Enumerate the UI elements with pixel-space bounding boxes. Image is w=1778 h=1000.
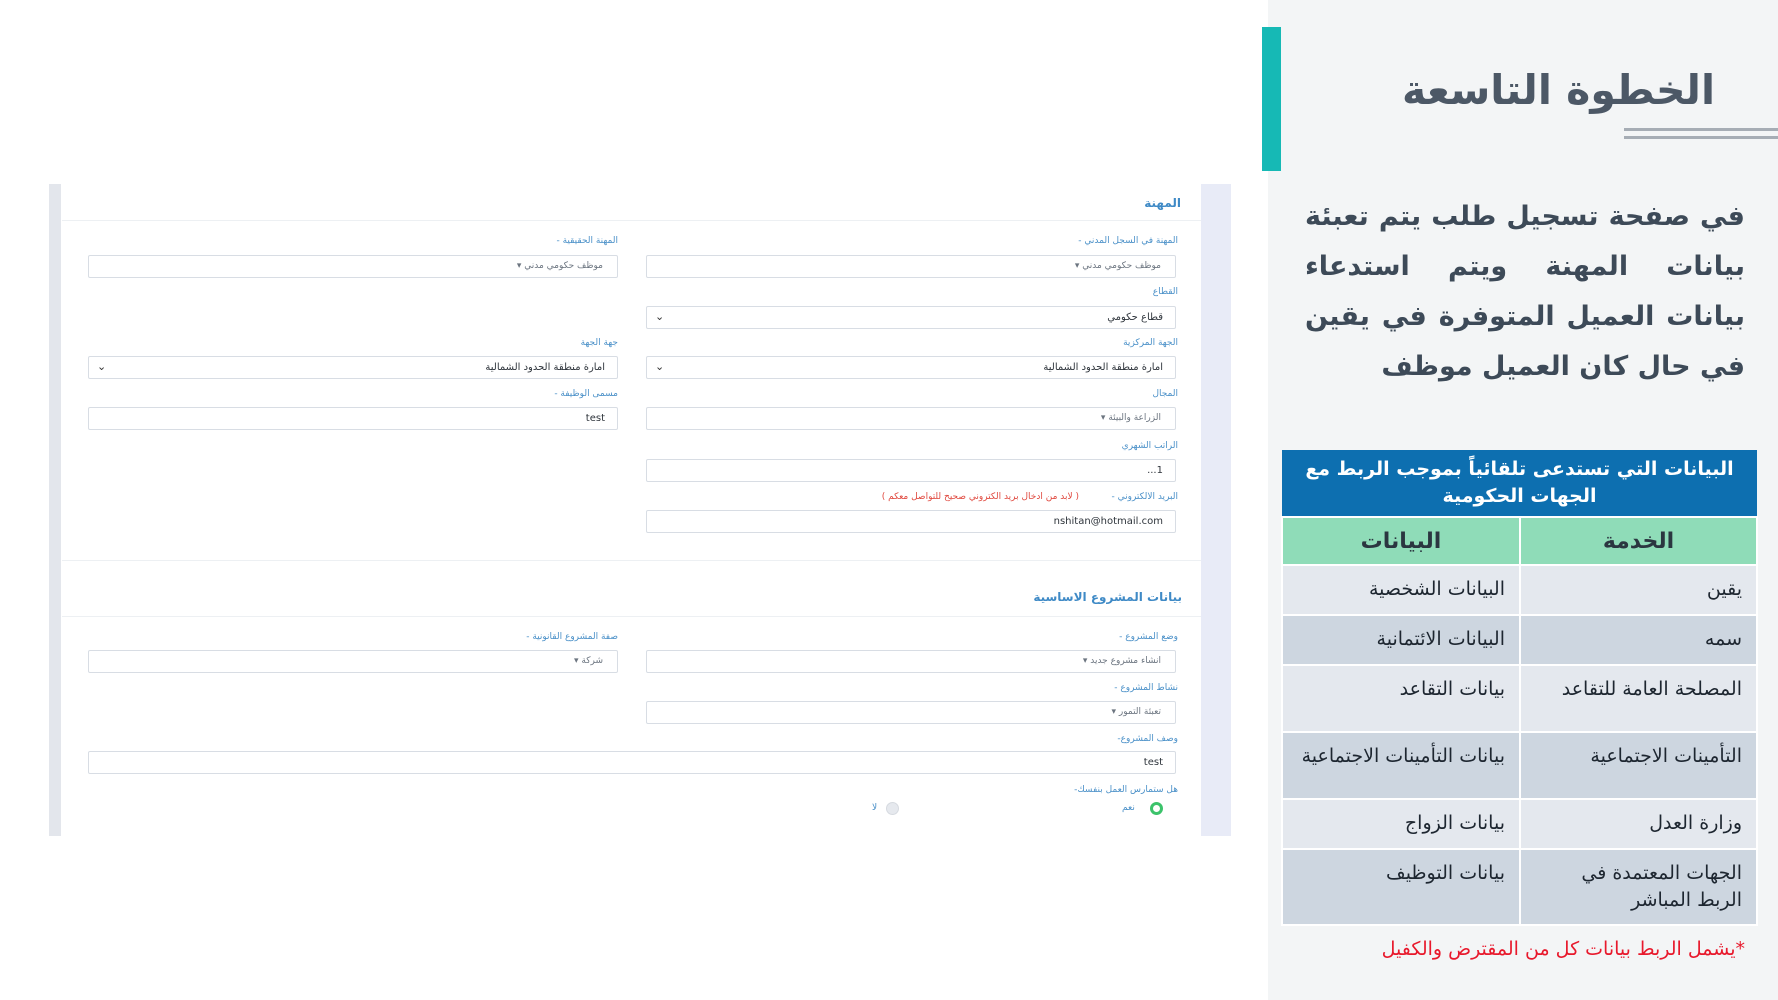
chevron-down-icon: ⌄ [655,310,665,323]
project-status-value: انشاء مشروع جديد ▾ [1082,656,1161,666]
email-value: nshitan@hotmail.com [1053,516,1163,527]
table-row [1282,615,1757,665]
description-input[interactable] [88,751,1176,774]
actual-profession-select[interactable] [88,255,618,278]
entity-select[interactable] [88,356,618,379]
profession-section-title: المهنة [1144,196,1181,210]
data-cell: بيانات الزواج [1282,799,1520,849]
service-cell: الجهات المعتمدة في الربط المباشر [1520,849,1757,925]
activity-value: تعبئة التمور ▾ [1111,707,1161,717]
sector-select[interactable] [646,306,1176,329]
step-description: في صفحة تسجيل طلب يتم تعبئة بيانات المهنة ويتم استدعاء بيانات العميل المتوفرة في يقين في حال كان العميل موظف [1305,201,1745,382]
table-row [1282,799,1757,849]
data-cell: البيانات الائتمانية [1282,615,1520,665]
field-value: الزراعة والبيئة ▾ [1100,413,1161,423]
table-title: البيانات التي تستدعى تلقائياً بموجب الربط مع الجهات الحكومية [1282,450,1757,517]
yes-label: نعم [1122,803,1135,813]
divider [62,616,1201,617]
step-title: الخطوة التاسعة [1401,66,1715,114]
project-section-title: بيانات المشروع الاساسية [1033,590,1182,604]
screenshot-right-scrollbar[interactable] [1201,184,1231,836]
description-value: test [1143,757,1163,768]
service-cell: سمه [1520,615,1757,665]
table-row [1282,665,1757,732]
footnote: *يشمل الربط بيانات كل من المقترض والكفيل [1381,938,1745,960]
data-cell: البيانات الشخصية [1282,565,1520,615]
service-cell: التأمينات الاجتماعية [1520,732,1757,799]
title-underline [1624,136,1778,139]
salary-value: 1... [1147,465,1163,476]
divider [62,560,1201,561]
data-cell: بيانات التأمينات الاجتماعية [1282,732,1520,799]
title-underline [1624,128,1778,131]
data-cell: بيانات التقاعد [1282,665,1520,732]
job-title-label: مسمى الوظيفة - [554,389,618,399]
legal-form-label: صفة المشروع القانونية - [526,632,618,642]
central-entity-value: امارة منطقة الحدود الشمالية [1043,362,1163,373]
entity-value: امارة منطقة الحدود الشمالية [485,362,605,373]
work-yourself-question: هل ستمارس العمل بنفسك- [1074,785,1178,795]
chevron-down-icon: ⌄ [97,360,107,373]
sector-label: القطاع [1152,287,1178,297]
table-row [1282,849,1757,925]
email-label: البريد الالكتروني - [1111,492,1178,502]
email-warning: ( لابد من ادخال بريد الكتروني صحيح للتواصل معكم ) [881,492,1079,502]
chevron-down-icon: ⌄ [655,360,665,373]
legal-form-select[interactable] [88,650,618,673]
no-radio[interactable] [886,802,899,815]
salary-input[interactable] [646,459,1176,482]
service-cell: يقين [1520,565,1757,615]
screenshot-left-border [49,184,61,836]
central-entity-select[interactable] [646,356,1176,379]
central-entity-label: الجهة المركزية [1123,338,1178,348]
divider [62,220,1201,221]
actual-profession-value: موظف حكومي مدني ▾ [516,261,603,271]
column-header-service: الخدمة [1520,517,1757,565]
legal-form-value: شركة ▾ [573,656,603,666]
column-header-data: البيانات [1282,517,1520,565]
no-label: لا [872,803,878,813]
activity-label: نشاط المشروع - [1114,683,1178,693]
field-label: المجال [1152,389,1178,399]
job-title-input[interactable] [88,407,618,430]
data-cell: بيانات التوظيف [1282,849,1520,925]
actual-profession-label: المهنة الحقيقية - [556,236,618,246]
sector-value: قطاع حكومي [1107,312,1163,323]
table-row [1282,565,1757,615]
service-cell: وزارة العدل [1520,799,1757,849]
project-status-select[interactable] [646,650,1176,673]
entity-label: جهة الجهة [580,338,618,348]
job-title-value: test [585,413,605,424]
field-select[interactable] [646,407,1176,430]
accent-bar [1262,27,1281,171]
civil-profession-value: موظف حكومي مدني ▾ [1074,261,1161,271]
yes-radio[interactable] [1150,802,1163,815]
table-row [1282,732,1757,799]
civil-profession-select[interactable] [646,255,1176,278]
project-status-label: وضع المشروع - [1119,632,1178,642]
email-input[interactable] [646,510,1176,533]
salary-label: الراتب الشهري [1121,441,1178,451]
description-label: وصف المشروع- [1117,734,1178,744]
services-table [1281,450,1758,926]
civil-profession-label: المهنة في السجل المدني - [1078,236,1178,246]
activity-select[interactable] [646,701,1176,724]
service-cell: المصلحة العامة للتقاعد [1520,665,1757,732]
